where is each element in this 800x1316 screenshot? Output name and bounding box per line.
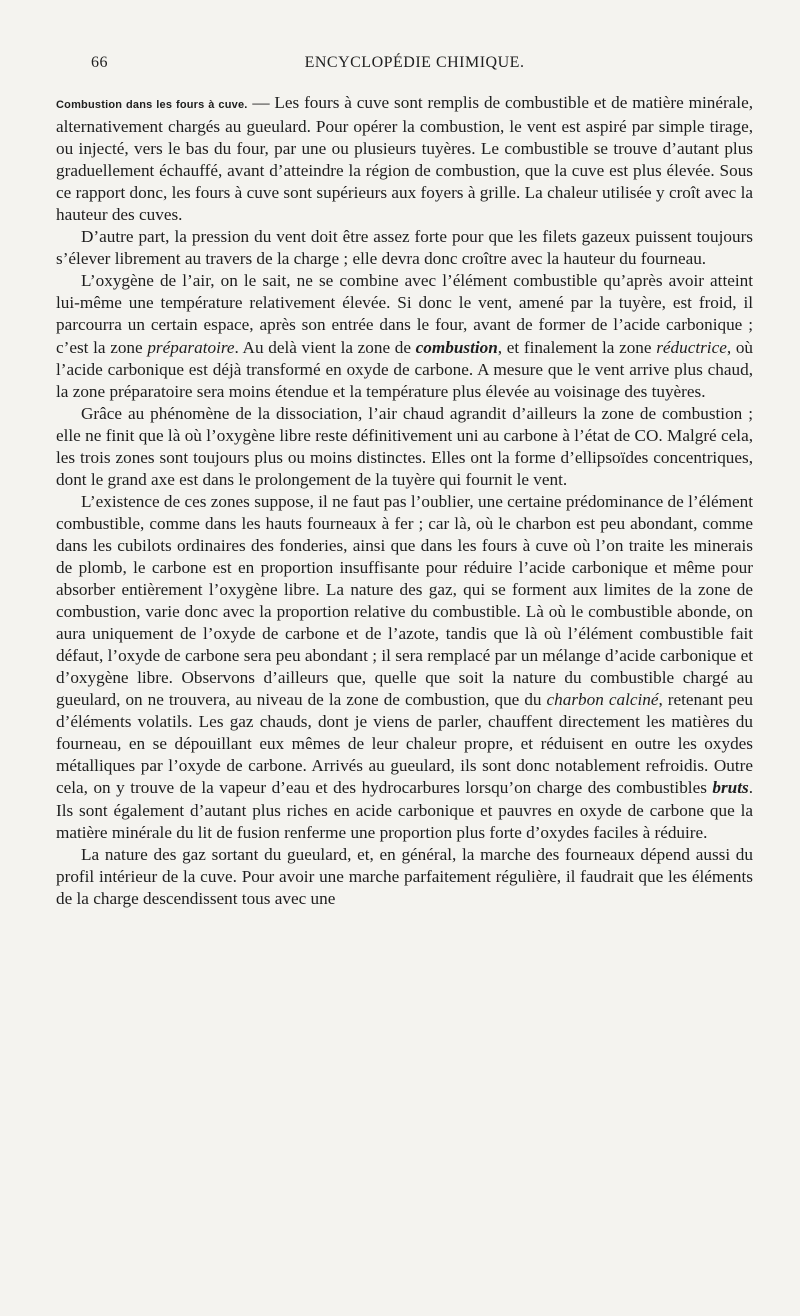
paragraph [56, 844, 753, 910]
paragraph [56, 270, 753, 402]
italic-term: réductrice [656, 337, 727, 357]
paragraph [56, 226, 753, 270]
paragraph-text: . Ils sont également d’autant plus riches en acide carbonique et pauvres en oxyde de carbone que la matière minérale du lit de fusion renferme une proportion plus forte d’oxydes faciles à réduire. [56, 778, 753, 842]
italic-term: charbon calciné [546, 690, 659, 710]
page-number: 66 [91, 54, 108, 71]
paragraph [56, 491, 753, 844]
italic-term: préparatoire [147, 337, 235, 357]
paragraph [56, 92, 753, 226]
paragraph-text: Grâce au phénomène de la dissociation, l’air chaud agrandit d’ailleurs la zone de combustion ; elle ne finit que là où l’oxygène libre reste définitivement uni au carbone à l’état de CO. Malgré cela, les trois zones sont toujours plus ou moins distinctes. Elles ont la forme d’ellipsoïdes concentriques, dont le grand axe est dans le prolongement de la tuyère qui fournit le vent. [56, 403, 753, 489]
paragraph [56, 403, 753, 491]
paragraph-text: Les fours à cuve sont remplis de combustible et de matière minérale, alternativement chargés au gueulard. Pour opérer la combustion, le vent est aspiré par simple tirage, ou injecté, vers le bas du four, par une ou plusieurs tuyères. Le combustible se trouve d’autant plus graduellement échauffé, avant d’atteindre la région de combustion, que la cuve est plus élevée. Sous ce rapport donc, les fours à cuve sont supérieurs aux foyers à grille. La chaleur utilisée y croît avec la hauteur des cuves. [56, 93, 754, 225]
heading-dash: — [247, 93, 275, 112]
paragraph-text: , retenant peu d’éléments volatils. Les gaz chauds, dont je viens de parler, chauffent directement les matières du fourneau, en se dépouillant eux mêmes de leur chaleur propre, et réduisent en outre les oxydes métalliques par l’oxyde de carbone. Arrivés au gueulard, ils sont donc notablement refroidis. Outre cela, on y trouve de la vapeur d’eau et des hydrocarbures lorsqu’on charge des combustibles [56, 690, 753, 798]
paragraph-text: D’autre part, la pression du vent doit être assez forte pour que les filets gazeux puissent toujours s’élever librement au travers de la charge ; elle devra donc croître avec la hauteur du fourneau. [56, 227, 753, 269]
running-title: ENCYCLOPÉDIE CHIMIQUE. [304, 54, 525, 71]
paragraph-text: , où l’acide carbonique est déjà transformé en oxyde de carbone. A mesure que le vent arrive plus chaud, la zone préparatoire sera moins étendue et la température plus élevée au voisinage des tuyères. [56, 337, 753, 401]
bold-italic-term: combustion [415, 337, 498, 357]
paragraph-text: L’existence de ces zones suppose, il ne faut pas l’oublier, une certaine prédominance de l’élément combustible, comme dans les hauts fourneaux à fer ; car là, où le charbon est peu abondant, comme dans les cubilots ordinaires des fonderies, ainsi que dans les fours à cuve où l’on traite les minerais de plomb, le carbone est en proportion insuffisante pour réduire l’acide carbonique et même pour absorber entièrement l’oxygène libre. La nature des gaz, qui se forment aux limites de la zone de combustion, varie donc avec la proportion relative du combustible. Là où le combustible abonde, on aura uniquement de l’oxyde de carbone et de l’azote, tandis que là où l’élément combustible fait défaut, l’oxyde de carbone sera peu abondant ; il sera remplacé par un mélange d’acide carbonique et d’oxygène libre. Observons d’ailleurs que, quelle que soit la nature du combustible chargé au gueulard, on ne trouvera, au niveau de la zone de combustion, que du [56, 491, 753, 710]
section-side-heading: Combustion dans les fours à cuve. [56, 99, 248, 111]
paragraph-text: . Au delà vient la zone de [234, 337, 416, 357]
bold-italic-term: bruts [712, 778, 749, 798]
paragraph-text: L’oxygène de l’air, on le sait, ne se combine avec l’élément combustible qu’après avoir atteint lui-même une température relativement élevée. Si donc le vent, amené par la tuyère, est froid, il parcourra un certain espace, après son entrée dans le four, avant de former de l’acide carbonique ; c’est la zone [56, 271, 753, 357]
body-text [56, 92, 753, 910]
paragraph-text: La nature des gaz sortant du gueulard, et, en général, la marche des fourneaux dépend aussi du profil intérieur de la cuve. Pour avoir une marche parfaitement régulière, il faudrait que les éléments de la charge descendissent tous avec une [56, 844, 753, 908]
running-head [56, 54, 753, 78]
paragraph-text: , et finalement la zone [497, 337, 657, 357]
